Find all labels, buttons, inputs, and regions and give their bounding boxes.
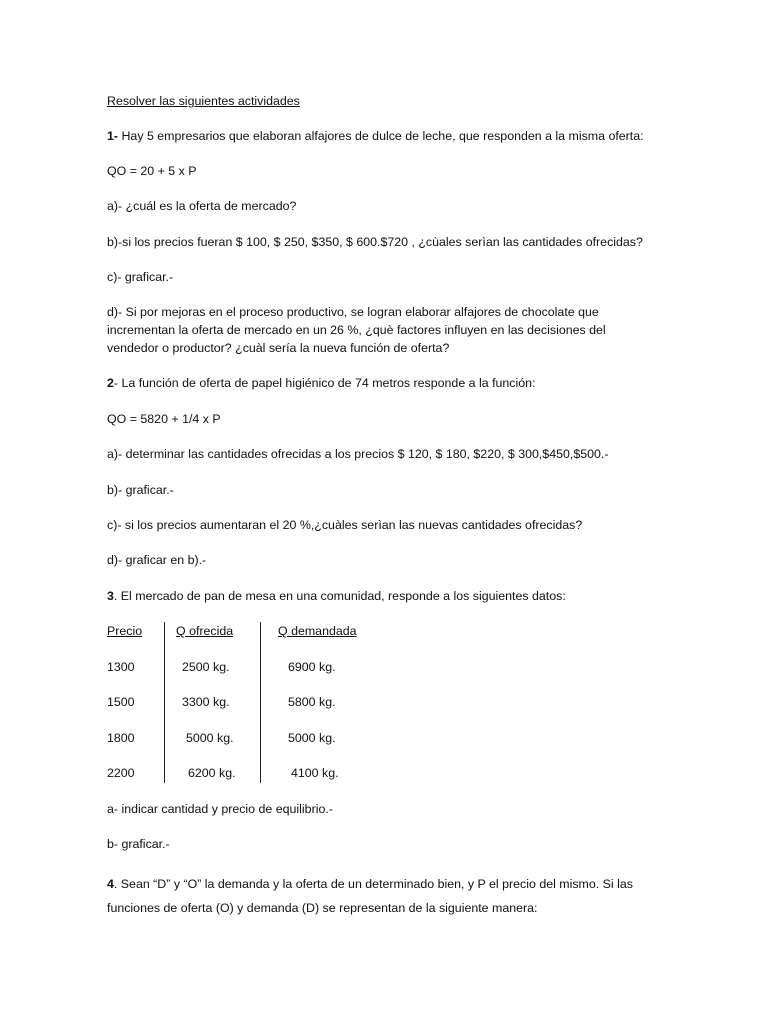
table-header-demanded-qty: Q demandada: [278, 624, 357, 638]
table-row-3-price: 1800: [107, 731, 135, 745]
table-row-1-demanded: 6900 kg.: [288, 660, 336, 674]
exercise-4-intro: [107, 876, 633, 892]
exercise-1-item-b: b)-si los precios fueran $ 100, $ 250, $350, $ 600.$720 , ¿cùales serìan las cantidades ofrecidas?: [107, 235, 643, 249]
table-row-4-price: 2200: [107, 766, 135, 780]
exercise-3-intro: [107, 588, 566, 604]
exercise-4-line-2: funciones de oferta (O) y demanda (D) se representan de la siguiente manera:: [107, 901, 538, 915]
exercise-3-item-a: a- indicar cantidad y precio de equilibrio.-: [107, 802, 333, 816]
table-row-3-supplied: 5000 kg.: [186, 731, 234, 745]
exercise-1-item-a: a)- ¿cuál es la oferta de mercado?: [107, 199, 297, 213]
exercise-2-intro-text: - La función de oferta de papel higiénico de 74 metros responde a la función:: [113, 376, 536, 390]
exercise-2-item-b: b)- graficar.-: [107, 483, 174, 497]
exercise-4-intro-text: . Sean “D” y “O” la demanda y la oferta de un determinado bien, y P el precio del mismo. Si las: [113, 877, 633, 891]
exercise-1-item-c: c)- graficar.-: [107, 270, 174, 284]
table-header-price: Precio: [107, 624, 143, 638]
table-row-2-demanded: 5800 kg.: [288, 695, 336, 709]
exercise-1-formula: QO = 20 + 5 x P: [107, 164, 197, 178]
exercise-4-number: 4: [107, 877, 114, 891]
exercise-2-item-d: d)- graficar en b).-: [107, 553, 207, 567]
exercise-1-number: 1-: [107, 129, 119, 143]
exercise-2-formula: QO = 5820 + 1/4 x P: [107, 412, 221, 426]
exercise-3-number: 3: [107, 589, 114, 603]
exercise-1-item-d-line-3: vendedor o productor? ¿cuàl sería la nueva función de oferta?: [107, 341, 450, 355]
table-header-supplied-qty: Q ofrecida: [176, 624, 234, 638]
exercise-2-item-c: c)- si los precios aumentaran el 20 %,¿cuàles serìan las nuevas cantidades ofrecidas?: [107, 518, 583, 532]
table-divider-2: [260, 622, 261, 783]
table-row-4-supplied: 6200 kg.: [188, 766, 236, 780]
table-row-3-demanded: 5000 kg.: [288, 731, 336, 745]
exercise-3-item-b: b- graficar.-: [107, 837, 170, 851]
exercise-1-item-d-line-2: incrementan la oferta de mercado en un 26 %, ¿què factores influyen en las decisiones del: [107, 323, 606, 337]
exercise-2-intro: [107, 375, 535, 391]
table-row-1-supplied: 2500 kg.: [182, 660, 230, 674]
table-row-2-price: 1500: [107, 695, 135, 709]
table-divider-1: [164, 622, 165, 783]
exercise-1-intro: [107, 128, 644, 144]
exercise-2-item-a: a)- determinar las cantidades ofrecidas a los precios $ 120, $ 180, $220, $ 300,$450,$500.-: [107, 447, 609, 461]
exercise-2-number: 2: [107, 376, 114, 390]
table-row-4-demanded: 4100 kg.: [291, 766, 339, 780]
exercise-1-intro-text: Hay 5 empresarios que elaboran alfajores de dulce de leche, que responden a la misma oferta:: [118, 129, 644, 143]
document-heading: Resolver las siguientes actividades: [107, 94, 300, 108]
table-row-1-price: 1300: [107, 660, 135, 674]
exercise-1-item-d-line-1: d)- Si por mejoras en el proceso productivo, se logran elaborar alfajores de chocolate que: [107, 305, 599, 319]
exercise-3-intro-text: . El mercado de pan de mesa en una comunidad, responde a los siguientes datos:: [113, 589, 566, 603]
table-row-2-supplied: 3300 kg.: [182, 695, 230, 709]
